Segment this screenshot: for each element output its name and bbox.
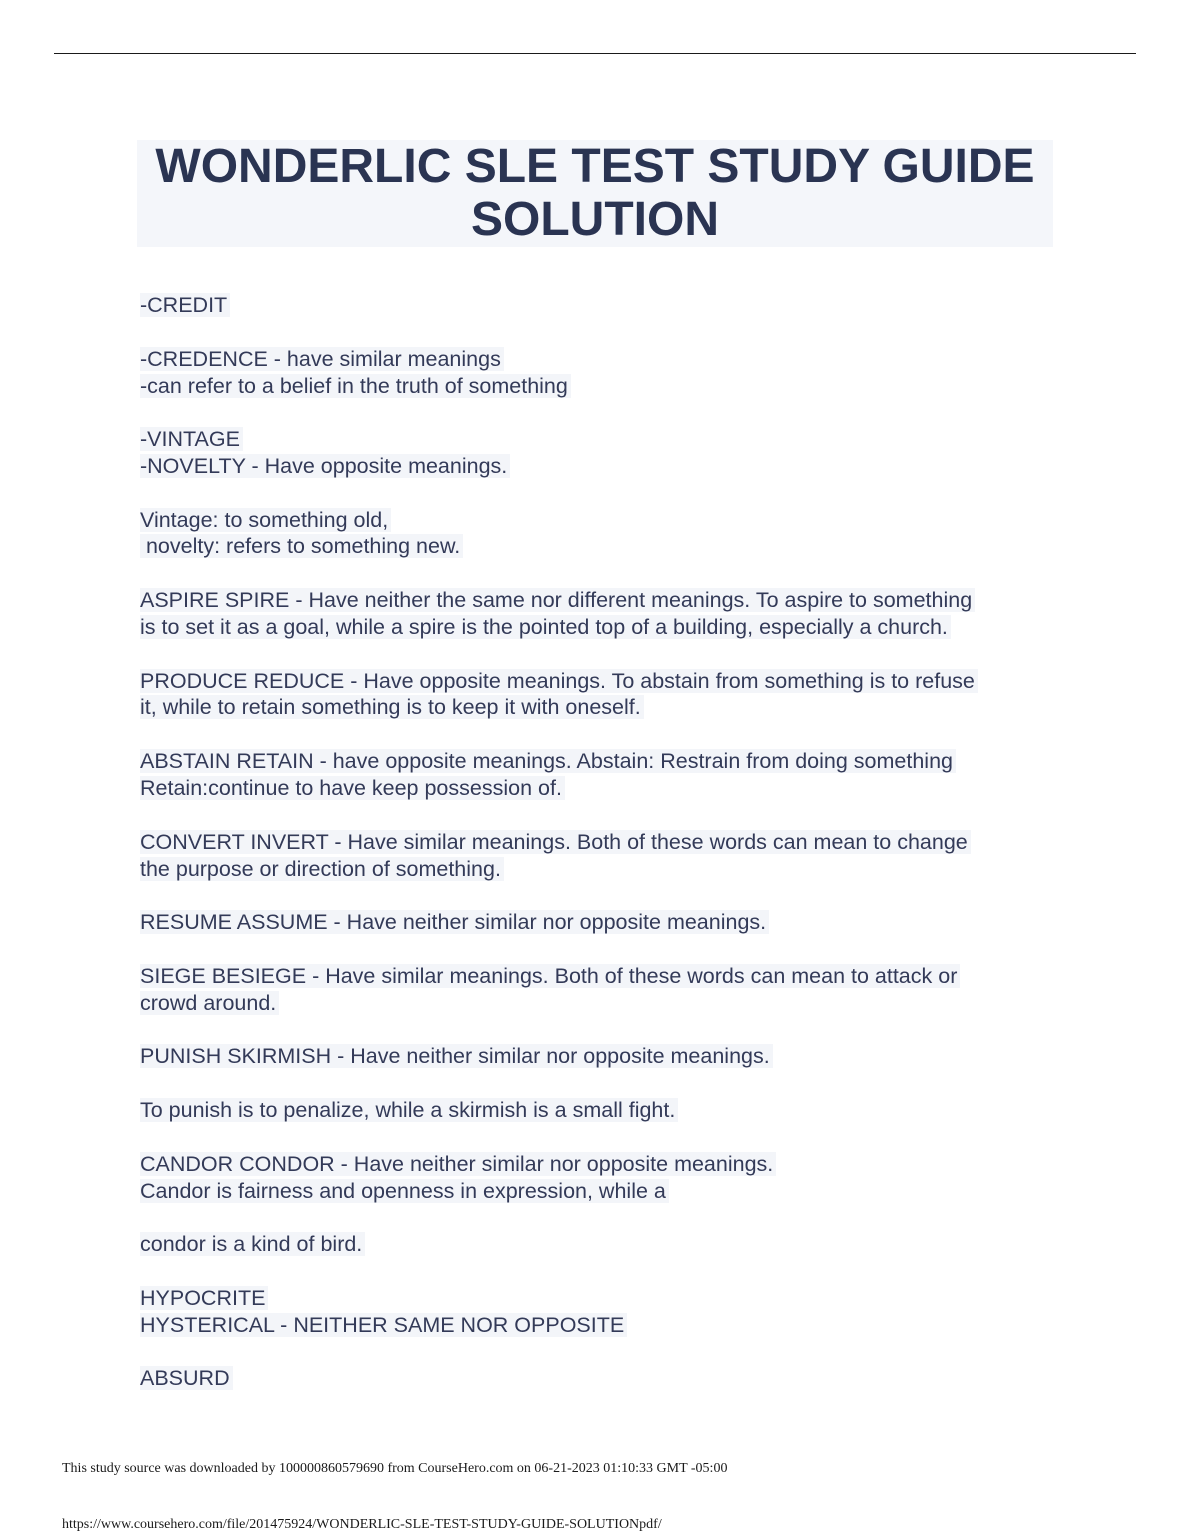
- text-line: CONVERT INVERT - Have similar meanings. Both of these words can mean to change: [140, 829, 971, 855]
- text-line: is to set it as a goal, while a spire is the pointed top of a building, especially a church.: [140, 614, 951, 640]
- text-line: CANDOR CONDOR - Have neither similar nor opposite meanings.: [140, 1151, 776, 1177]
- text-line: Retain:continue to have keep possession of.: [140, 775, 565, 801]
- text-line: ABSTAIN RETAIN - have opposite meanings. Abstain: Restrain from doing something: [140, 748, 956, 774]
- text-line: -VINTAGE: [140, 426, 243, 452]
- text-line: SIEGE BESIEGE - Have similar meanings. Both of these words can mean to attack or: [140, 963, 960, 989]
- text-line: it, while to retain something is to keep it with oneself.: [140, 694, 644, 720]
- text-line: condor is a kind of bird.: [140, 1231, 365, 1257]
- text-line: PRODUCE REDUCE - Have opposite meanings. To abstain from something is to refuse: [140, 668, 978, 694]
- title-line-2: SOLUTION: [471, 193, 719, 246]
- text-line: To punish is to penalize, while a skirmish is a small fight.: [140, 1097, 678, 1123]
- text-line: RESUME ASSUME - Have neither similar nor opposite meanings.: [140, 909, 769, 935]
- text-line: -CREDIT: [140, 292, 230, 318]
- text-line: -NOVELTY - Have opposite meanings.: [140, 453, 510, 479]
- text-line: HYPOCRITE: [140, 1285, 268, 1311]
- text-line: crowd around.: [140, 990, 279, 1016]
- text-line: -CREDENCE - have similar meanings: [140, 346, 504, 372]
- text-line: -can refer to a belief in the truth of something: [140, 373, 571, 399]
- download-notice: This study source was downloaded by 100000860579690 from CourseHero.com on 06-21-2023 01:10:33 GMT -05:00: [62, 1461, 728, 1476]
- text-line: novelty: refers to something new.: [140, 533, 463, 559]
- source-url: https://www.coursehero.com/file/201475924/WONDERLIC-SLE-TEST-STUDY-GUIDE-SOLUTIONpdf/: [62, 1517, 662, 1532]
- document-title: [137, 140, 1053, 247]
- text-line: ASPIRE SPIRE - Have neither the same nor different meanings. To aspire to something: [140, 587, 975, 613]
- text-line: the purpose or direction of something.: [140, 856, 504, 882]
- text-line: Vintage: to something old,: [140, 507, 391, 533]
- text-line: ABSURD: [140, 1365, 233, 1391]
- text-line: PUNISH SKIRMISH - Have neither similar nor opposite meanings.: [140, 1043, 773, 1069]
- text-line: Candor is fairness and openness in expression, while a: [140, 1178, 669, 1204]
- title-line-1: WONDERLIC SLE TEST STUDY GUIDE: [155, 140, 1035, 193]
- text-line: HYSTERICAL - NEITHER SAME NOR OPPOSITE: [140, 1312, 627, 1338]
- top-divider: [54, 53, 1136, 54]
